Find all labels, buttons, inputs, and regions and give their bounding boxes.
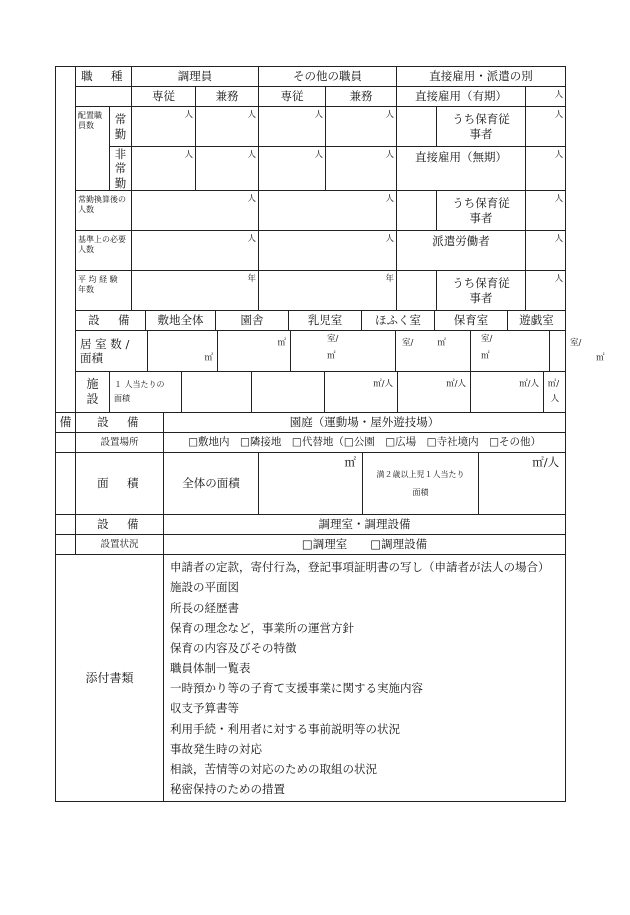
nyujishitsu-m2: ㎡ — [327, 350, 336, 361]
haken-value[interactable]: 人 — [526, 231, 566, 271]
uchi3-line2: 事者 — [469, 290, 493, 305]
yuki-uchi-value[interactable]: 人 — [526, 107, 566, 147]
jokin-sonota-kennmu[interactable]: 人 — [326, 107, 397, 147]
attachment-item: 事故発生時の対応 — [170, 741, 263, 756]
hoikushitsu-m2-per: ㎡/人 — [519, 379, 539, 390]
entei-header: 園庭（運動場・屋外遊技場） — [164, 413, 566, 433]
facility-section-label — [76, 372, 110, 413]
sec-char-3: 備 — [59, 415, 72, 430]
kyoshitsu-line1: 居 室 数 / — [80, 336, 130, 351]
sec-blank-2 — [56, 453, 76, 515]
kijun-line2: 人数 — [78, 245, 94, 255]
hijokin-sonota-senju[interactable]: 人 — [259, 147, 326, 191]
uchi-line1: うち保育従 — [452, 112, 510, 127]
sec-blank-4 — [56, 535, 76, 555]
ensha-m2: ㎡ — [277, 338, 286, 349]
chorin-kennmu-header: 兼務 — [196, 87, 259, 107]
kyoshitsu-row — [76, 331, 605, 372]
heikin-sonota[interactable]: 年 — [259, 271, 397, 311]
jokin-sonota-senju[interactable]: 人 — [259, 107, 326, 147]
shikichi-header: 敷地全体 — [146, 311, 216, 330]
kyoshitsu-line2: 面積 — [80, 351, 103, 366]
application-form-table — [55, 66, 605, 802]
uchi2-line2: 事者 — [469, 210, 493, 225]
jokin-kansan-line2: 人数 — [78, 205, 94, 215]
yugishitsu-area[interactable] — [550, 331, 605, 371]
kyoshitsu-label — [76, 331, 148, 371]
hofukushitsu-area[interactable] — [396, 331, 471, 371]
facility-header-row — [76, 311, 566, 331]
hofukushitsu-header: ほふく室 — [362, 311, 435, 330]
yugishitsu-header: 遊戯室 — [519, 313, 554, 328]
man2-label — [363, 453, 479, 515]
kijun-line1: 基準上の必要 — [78, 235, 126, 245]
heikin-chorin[interactable]: 年 — [132, 271, 259, 311]
attachments-label: 添付書類 — [56, 555, 164, 802]
uchi-line2: 事者 — [469, 126, 493, 141]
jokin-label: 常勤 — [110, 107, 132, 147]
hofukushitsu-hitori[interactable] — [398, 372, 471, 412]
nyujishitsu-hitori[interactable] — [325, 372, 398, 412]
kijun-sonota[interactable]: 人 — [259, 231, 397, 271]
zentai-menseki-label: 全体の面積 — [164, 453, 259, 515]
entei-secchi-label: 設置場所 — [76, 433, 164, 453]
attachment-item: 施設の平面図 — [170, 580, 240, 595]
attachment-item: 一時預かり等の子育て支援事業に関する実施内容 — [170, 681, 424, 696]
man2-value[interactable] — [479, 453, 566, 515]
nyujishitsu-m2-per: ㎡/人 — [373, 379, 393, 390]
uchi3-line1: うち保育従 — [452, 276, 510, 291]
yugishitsu-m2-per: ㎡/人 — [547, 379, 560, 404]
chokusetsu-haken-header: 直接雇用・派遣の別 — [397, 67, 566, 87]
attachments-list-cell — [164, 555, 566, 802]
entei-basho-options[interactable]: □敷地内 □隣接地 □代替地（□公園 □広場 □寺社境内 □その他） — [164, 433, 566, 453]
hofukushitsu-shitsu: 室/ — [402, 338, 414, 349]
jokin-kansan-chorin[interactable]: 人 — [132, 191, 259, 231]
attachment-item: 秘密保持のための措置 — [170, 782, 286, 797]
shikichi-m2: ㎡ — [204, 352, 213, 363]
haken-gap — [397, 271, 437, 311]
nyujishitsu-area[interactable] — [291, 331, 396, 371]
zentai-m2: ㎡ — [344, 455, 357, 470]
sonota-header: その他の職員 — [259, 67, 397, 87]
hoikushitsu-m2: ㎡ — [481, 350, 490, 361]
hijokin-chorin-senju[interactable]: 人 — [132, 147, 196, 191]
chorin-senju-header: 専従 — [132, 87, 196, 107]
yugishitsu-m2: ㎡ — [596, 352, 605, 363]
chori-secchi-label: 設置状況 — [76, 535, 164, 555]
hoikushitsu-header: 保育室 — [435, 311, 508, 330]
heikin-line2: 年数 — [78, 285, 94, 295]
yuki-uchi-hoikuju-label — [437, 107, 526, 147]
facility-header-inner — [76, 311, 565, 330]
hitori-row — [110, 372, 566, 413]
attachments-list — [170, 557, 559, 799]
hofukushitsu-m2: ㎡ — [437, 338, 446, 349]
muki-uchi-hoikuju-label — [437, 191, 526, 231]
jokin-chorin-senju[interactable]: 人 — [132, 107, 196, 147]
sec-char-2: 設 — [86, 392, 99, 407]
attachment-item: 職員体制一覧表 — [170, 661, 251, 676]
shikichi-area[interactable] — [148, 331, 218, 371]
nyujishitsu-shitsu: 室/ — [327, 334, 339, 345]
chokusetsu-yuki-value[interactable]: 人 — [526, 87, 566, 107]
haichi-label: 配置職員数 — [76, 107, 110, 191]
hijokin-label: 非常勤 — [110, 147, 132, 191]
muki-gap — [397, 191, 437, 231]
sonota-kennmu-header: 兼務 — [326, 87, 397, 107]
chokusetsu-yuki-label: 直接雇用（有期） — [397, 87, 526, 107]
haken-uchi-value[interactable]: 人 — [526, 271, 566, 311]
chori-header: 調理室・調理設備 — [164, 515, 566, 535]
yuki-gap — [397, 107, 437, 147]
hofukushitsu-m2-per: ㎡/人 — [446, 379, 466, 390]
entei-menseki-label: 面 積 — [76, 453, 164, 515]
shokushu-sub-blank — [76, 87, 132, 107]
jokin-chorin-kennmu[interactable]: 人 — [196, 107, 259, 147]
nyujishitsu-header: 乳児室 — [289, 311, 362, 330]
ensha-header: 園舎 — [216, 311, 289, 330]
yugishitsu-shitsu: 室/ — [570, 338, 582, 349]
chorin-header: 調理員 — [132, 67, 259, 87]
sonota-senju-header: 専従 — [259, 87, 326, 107]
kijun-chorin[interactable]: 人 — [132, 231, 259, 271]
hoikushitsu-shitsu: 室/ — [481, 334, 493, 345]
kijun-label — [76, 231, 132, 271]
haken-uchi-hoikuju-label — [437, 271, 526, 311]
hitori-label — [110, 372, 182, 412]
chokusetsu-muki-label: 直接雇用（無期） — [397, 147, 526, 191]
jokin-kansan-sonota[interactable]: 人 — [259, 191, 397, 231]
staff-section-blank — [56, 67, 76, 413]
sec-char-1: 施 — [86, 377, 99, 392]
ensha-hitori[interactable] — [252, 372, 325, 412]
sec-blank-3 — [56, 515, 76, 535]
man2-line1: 満２歳以上児１人当たり — [376, 470, 465, 480]
heikin-line1: 平 均 経 験 — [78, 275, 118, 285]
setsubi-header: 設 備 — [76, 311, 146, 330]
sec-blank-1 — [56, 433, 76, 453]
hitori-line2: 面積 — [114, 394, 130, 404]
sec-char-3-cell — [56, 413, 76, 433]
muki-uchi-value[interactable]: 人 — [526, 191, 566, 231]
attachment-item: 保育の内容及びその特徴 — [170, 640, 297, 655]
hitori-line1: １ 人当たりの — [114, 379, 165, 389]
shikichi-hitori[interactable] — [182, 372, 252, 412]
ensha-area[interactable] — [218, 331, 291, 371]
heikin-label — [76, 271, 132, 311]
attachment-item: 収支予算書等 — [170, 701, 240, 716]
zentai-menseki-value[interactable] — [259, 453, 363, 515]
shokushu-header: 職 種 — [76, 67, 132, 87]
man2-line2: 面積 — [412, 487, 429, 497]
hijokin-sonota-kennmu[interactable]: 人 — [326, 147, 397, 191]
hitori-inner — [110, 372, 565, 412]
attachment-item: 相談，苦情等の対応のための取組の状況 — [170, 762, 378, 776]
uchi2-line1: うち保育従 — [452, 196, 510, 211]
hijokin-chorin-kennmu[interactable]: 人 — [196, 147, 259, 191]
attachment-item: 利用手続・利用者に対する事前説明等の状況 — [170, 721, 401, 736]
entei-setsubi-label: 設 備 — [76, 413, 164, 433]
chokusetsu-muki-value[interactable]: 人 — [526, 147, 566, 191]
yugishitsu-hitori[interactable] — [544, 372, 566, 412]
hoikushitsu-area[interactable] — [471, 331, 550, 371]
kyoshitsu-inner — [76, 331, 605, 371]
attachment-item: 所長の経歴書 — [170, 600, 240, 615]
attachment-item: 保育の理念など，事業所の運営方針 — [170, 620, 355, 635]
jokin-kansan-label — [76, 191, 132, 231]
haken-label: 派遣労働者 — [397, 231, 526, 271]
hoikushitsu-hitori[interactable] — [471, 372, 544, 412]
jokin-kansan-line1: 常勤換算後の — [78, 195, 126, 205]
attachment-item: 申請者の定款，寄付行為，登記事項証明書の写し（申請者が法人の場合） — [170, 560, 550, 575]
chori-setsubi-label: 設 備 — [76, 515, 164, 535]
chori-options[interactable]: □調理室 □調理設備 — [164, 535, 566, 555]
man2-m2-per: ㎡/人 — [532, 455, 560, 470]
